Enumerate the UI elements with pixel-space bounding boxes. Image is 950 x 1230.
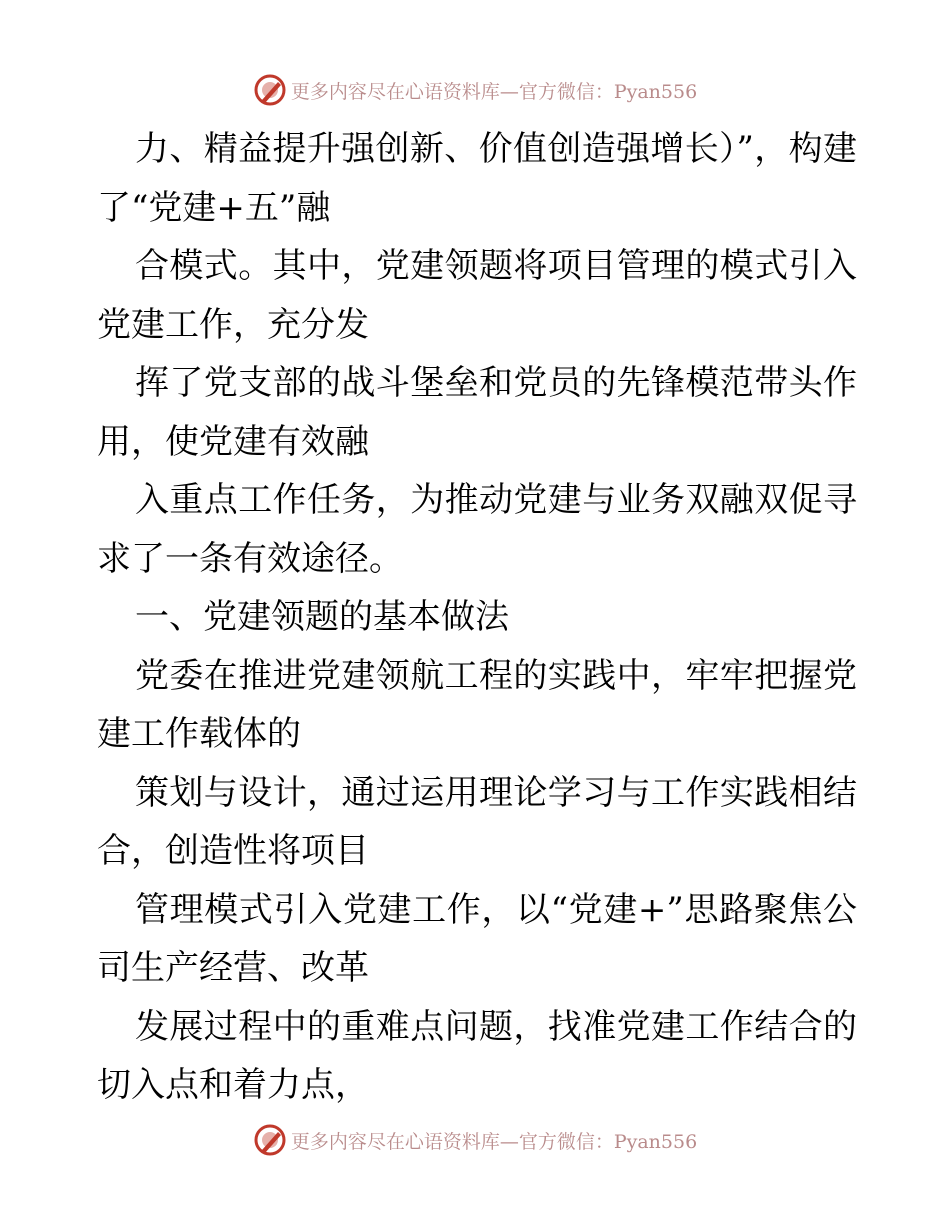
red-seal-pen-icon (253, 73, 287, 107)
paragraph: 管理模式引入党建工作，以“党建+”思路聚焦公司生产经营、改革 (97, 889, 857, 988)
paragraph: 挥了党支部的战斗堡垒和党员的先锋模范带头作用，使党建有效融 (97, 363, 857, 462)
red-seal-pen-icon (253, 1123, 287, 1157)
paragraph: 党委在推进党建领航工程的实践中，牢牢把握党建工作载体的 (97, 655, 857, 754)
paragraph: 合模式。其中，党建领题将项目管理的模式引入党建工作，充分发 (97, 246, 857, 345)
watermark-text: 更多内容尽在心语资料库—官方微信：Pyan556 (290, 1130, 698, 1153)
watermark-header (0, 70, 950, 110)
paragraph: 策划与设计，通过运用理论学习与工作实践相结合，创造性将项目 (97, 772, 857, 871)
watermark-text: 更多内容尽在心语资料库—官方微信：Pyan556 (290, 80, 698, 103)
document-body (97, 120, 857, 1115)
section-heading: 一、党建领题的基本做法 (135, 597, 509, 637)
paragraph: 发展过程中的重难点问题，找准党建工作结合的切入点和着力点， (97, 1006, 857, 1105)
paragraph: 力、精益提升强创新、价值创造强增长）”，构建了“党建+五”融 (97, 129, 857, 228)
paragraph: 入重点工作任务，为推动党建与业务双融双促寻求了一条有效途径。 (97, 480, 857, 579)
watermark-footer (0, 1120, 950, 1160)
